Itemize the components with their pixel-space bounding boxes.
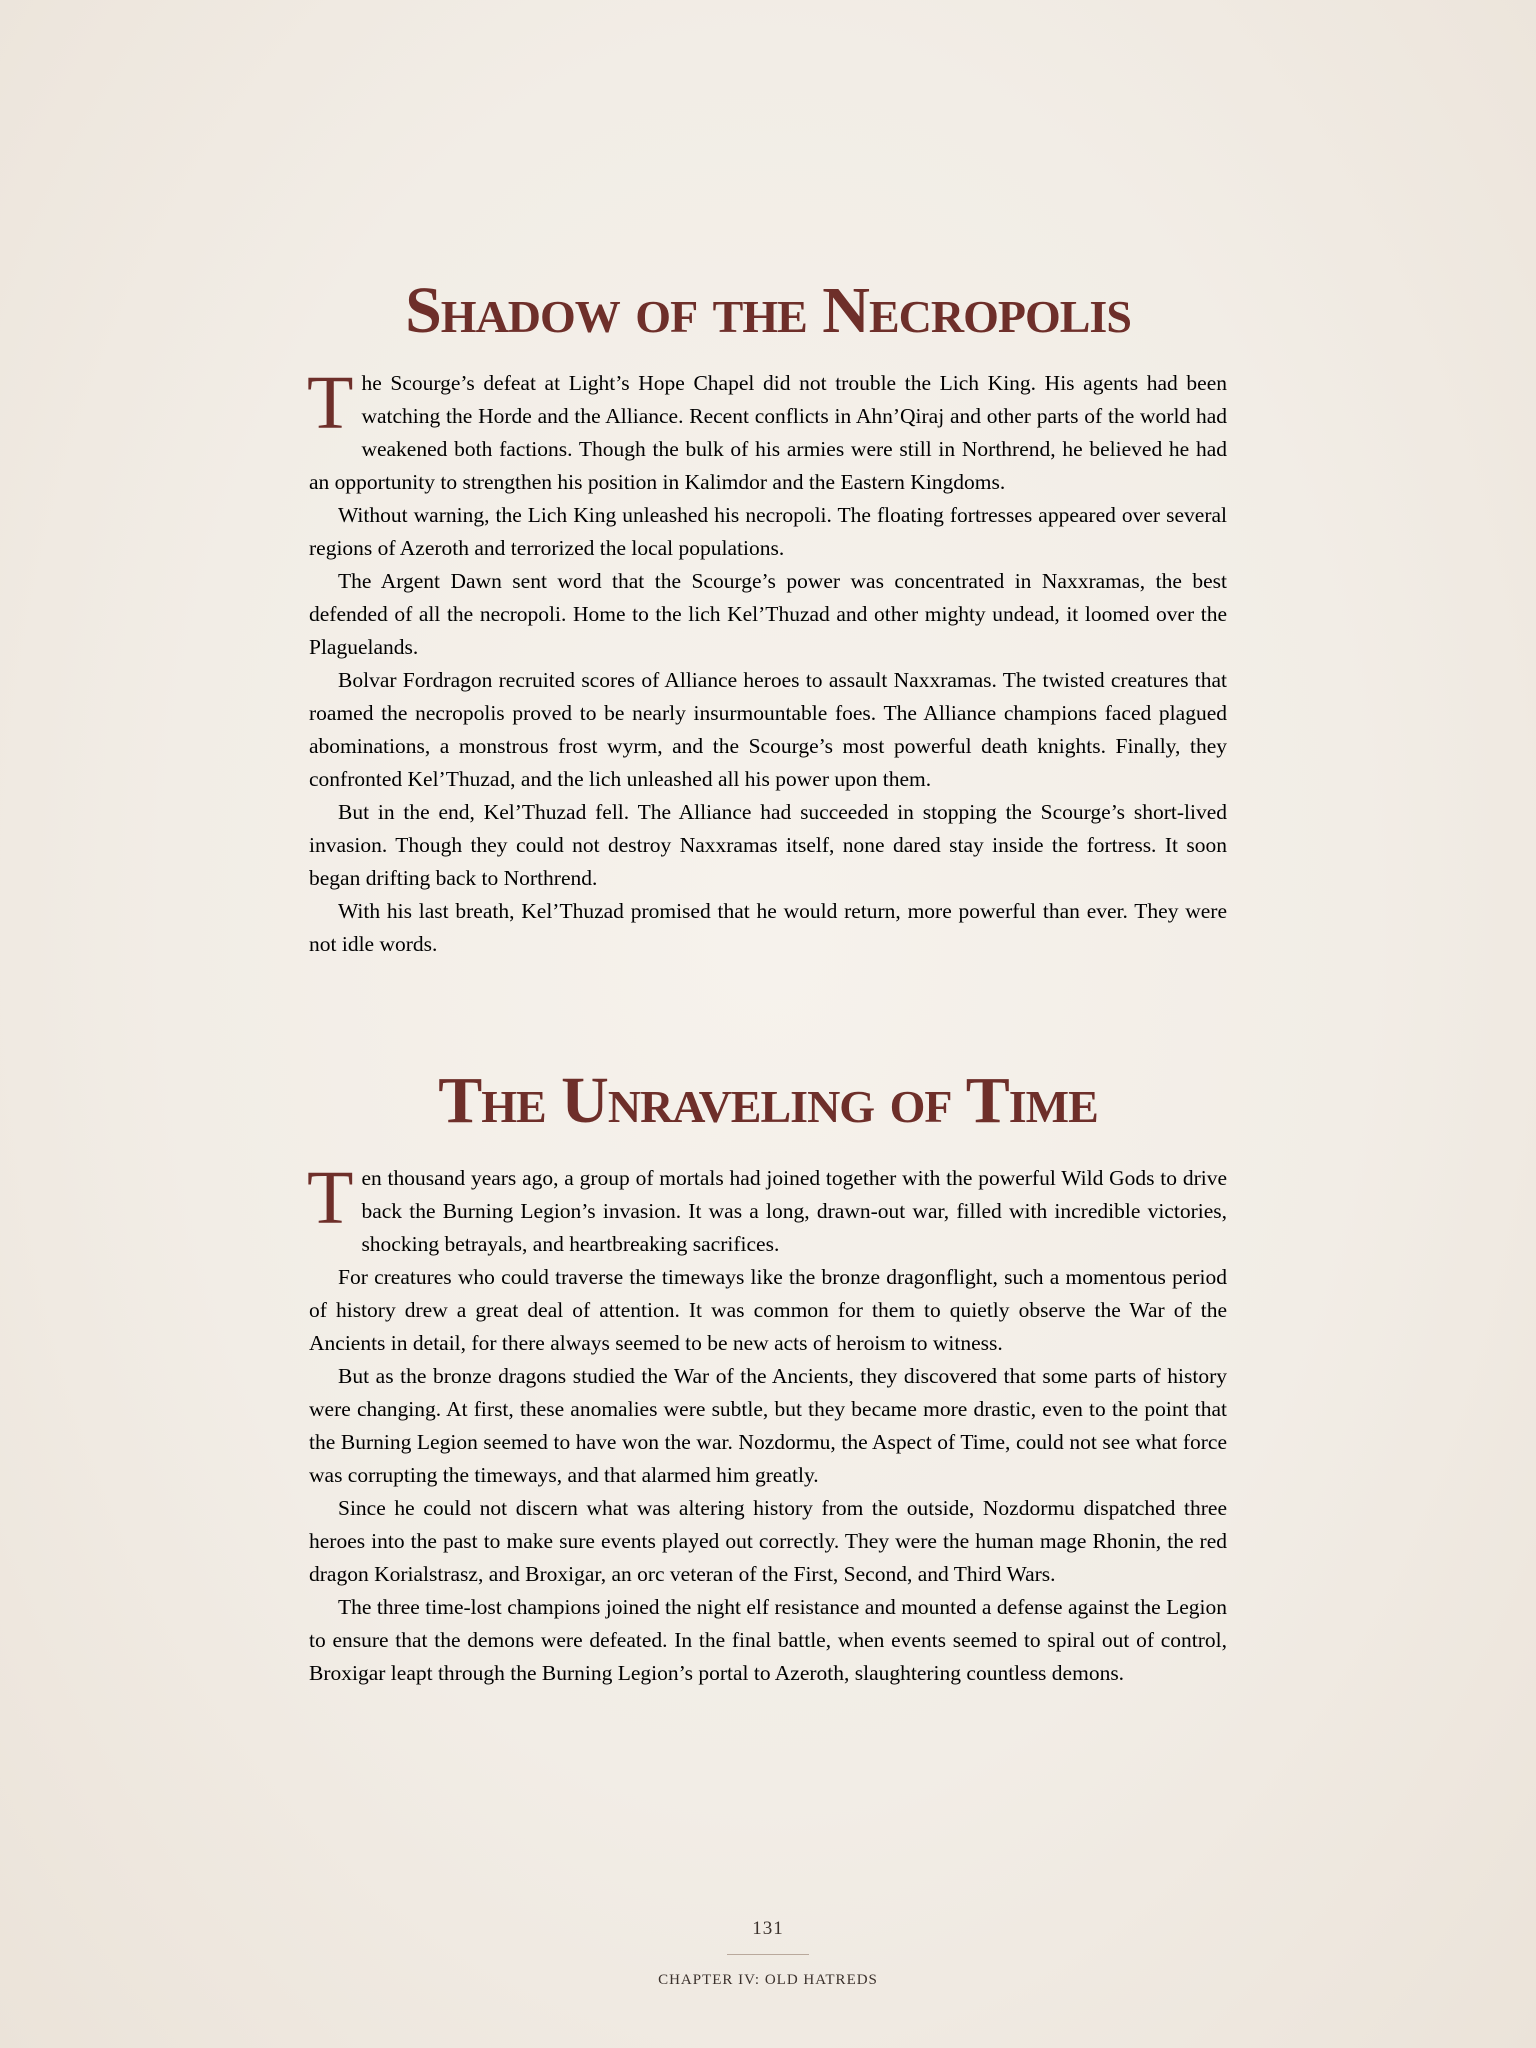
section-title-unraveling-of-time: The Unraveling of Time [438, 1064, 1098, 1137]
paragraph: The three time-lost champions joined the night elf resistance and mounted a defense against the Legion to ensure that the demons were defeated. In the final battle, when events seemed to spiral out of control, Broxigar leapt through the Burning Legion’s portal to Azeroth, slaughtering countless demons. [309, 1595, 1227, 1685]
paragraph: Since he could not discern what was altering history from the outside, Nozdormu dispatched three heroes into the past to make sure events played out correctly. They were the human mage Rhonin, the red dragon Korialstrasz, and Broxigar, an orc veteran of the First, Second, and Third Wars. [309, 1496, 1227, 1586]
drop-cap: T [307, 361, 354, 445]
paragraph: Ten thousand years ago, a group of mortals had joined together with the powerful Wild Gods to drive back the Burning Legion’s invasion. It was a long, drawn-out war, filled with incredible victories, shocking betrayals, and heartbreaking sacrifices. [307, 1156, 1227, 1256]
chapter-running-footer: CHAPTER IV: OLD HATREDS [658, 1972, 878, 1988]
paragraph: Without warning, the Lich King unleashed his necropoli. The floating fortresses appeared over several regions of Azeroth and terrorized the local populations. [309, 503, 1227, 560]
drop-cap: T [307, 1156, 354, 1240]
paragraph: The Argent Dawn sent word that the Scourge’s power was concentrated in Naxxramas, the best defended of all the necropoli. Home to the lich Kel’Thuzad and other mighty undead, it loomed over the Plaguelands. [309, 569, 1227, 659]
paragraph: But as the bronze dragons studied the War of the Ancients, they discovered that some parts of history were changing. At first, these anomalies were subtle, but they became more drastic, even to the point that the Burning Legion seemed to have won the war. Nozdormu, the Aspect of Time, could not see what force was corrupting the timeways, and that alarmed him greatly. [309, 1364, 1227, 1487]
paragraph: Bolvar Fordragon recruited scores of Alliance heroes to assault Naxxramas. The twisted creatures that roamed the necropolis proved to be nearly insurmountable foes. The Alliance champions faced plagued abominations, a monstrous frost wyrm, and the Scourge’s most powerful death knights. Finally, they confronted Kel’Thuzad, and the lich unleashed all his power upon them. [309, 668, 1227, 791]
section-title-necropolis: Shadow of the Necropolis [405, 274, 1131, 347]
page-number: 131 [752, 1918, 784, 1939]
paragraph: With his last breath, Kel’Thuzad promised that he would return, more powerful than ever. They were not idle words. [309, 899, 1227, 956]
section-body-unraveling-of-time [307, 1156, 1227, 1690]
section-body-necropolis [307, 361, 1227, 961]
paragraph: For creatures who could traverse the timeways like the bronze dragonflight, such a momentous period of history drew a great deal of attention. It was common for them to quietly observe the War of the Ancients in detail, for there always seemed to be new acts of heroism to witness. [309, 1265, 1227, 1355]
footer-divider [727, 1954, 809, 1955]
paragraph: But in the end, Kel’Thuzad fell. The Alliance had succeeded in stopping the Scourge’s short-lived invasion. Though they could not destroy Naxxramas itself, none dared stay inside the fortress. It soon began drifting back to Northrend. [309, 800, 1227, 890]
paragraph: The Scourge’s defeat at Light’s Hope Chapel did not trouble the Lich King. His agents had been watching the Horde and the Alliance. Recent conflicts in Ahn’Qiraj and other parts of the world had weakened both factions. Though the bulk of his armies were still in Northrend, he believed he had an opportunity to strengthen his position in Kalimdor and the Eastern Kingdoms. [307, 361, 1227, 494]
